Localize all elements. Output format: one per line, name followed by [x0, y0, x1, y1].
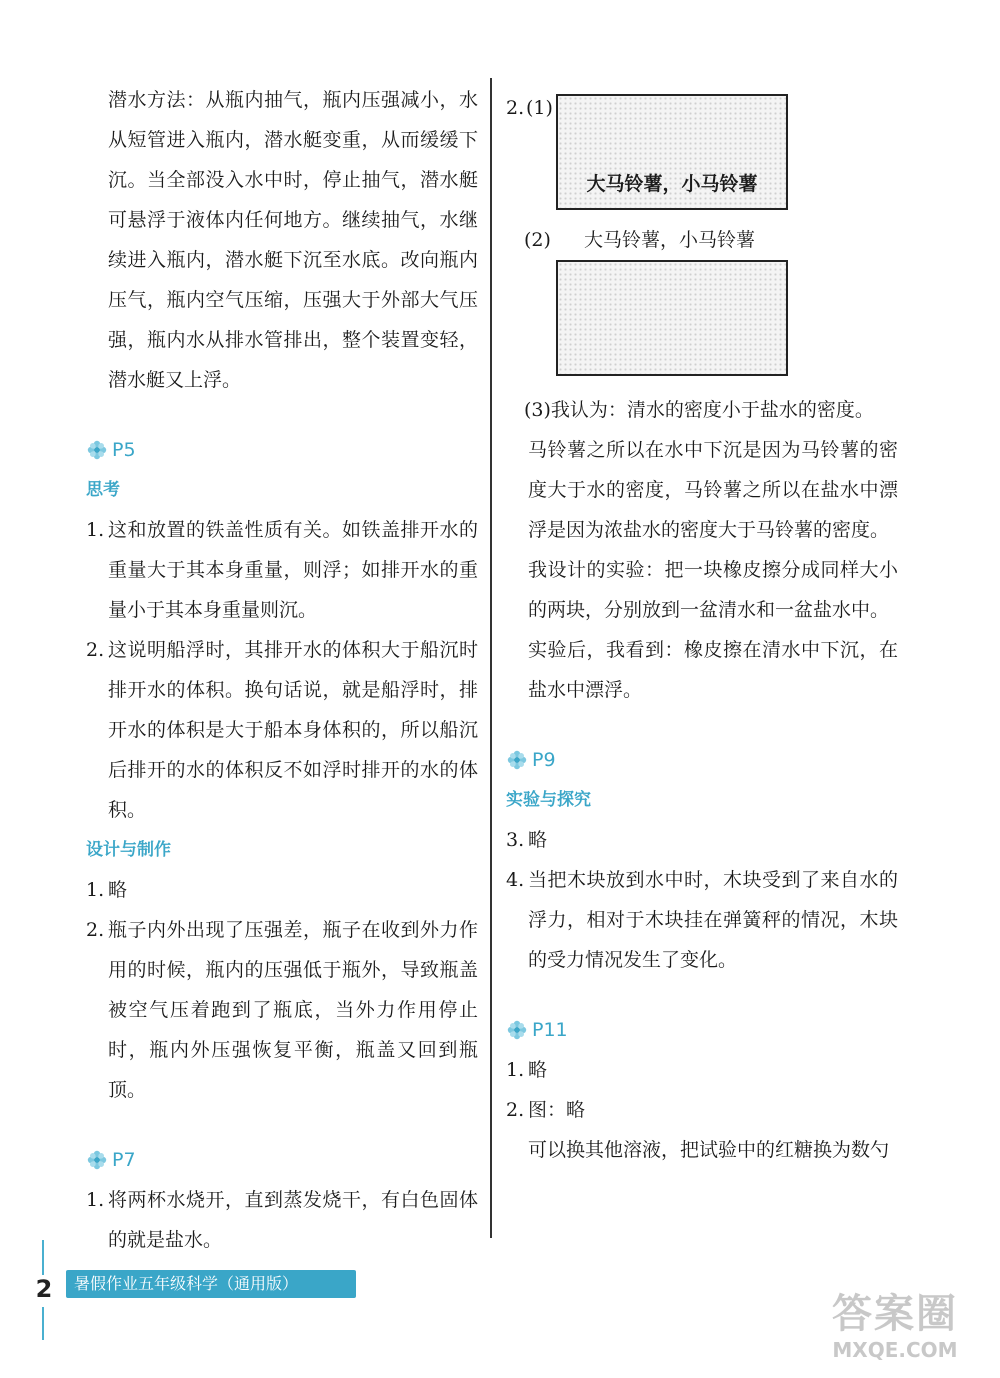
- right-column: [506, 88, 898, 1170]
- item-text: 图：略: [528, 1099, 586, 1121]
- watermark-url: MXQE.COM: [832, 1338, 958, 1362]
- sub3-body: 马铃薯之所以在水中下沉是因为马铃薯的密度大于水的密度，马铃薯之所以在盐水中漂浮是因为浓盐水的密度大于马铃薯的密度。: [528, 439, 898, 541]
- flower-icon: [506, 749, 528, 771]
- section-p9-heading: [506, 740, 898, 780]
- sub3-first: 我认为：清水的密度小于盐水的密度。: [550, 399, 874, 421]
- item-text: 这说明船浮时，其排开水的体积大于船沉时排开水的体积。换句话说，就是船浮时，排开水的体积是大于船本身体积的，所以船沉后排开的水的体积反不如浮时排开的水的体积。: [108, 639, 478, 821]
- sub2-text: 大马铃薯，小马铃薯: [584, 229, 756, 251]
- figure-box-2: [556, 260, 788, 376]
- item-text: 将两杯水烧开，直到蒸发烧干，有白色固体的就是盐水。: [108, 1189, 478, 1251]
- item-number: 1.: [506, 1059, 525, 1081]
- item-number: 2.: [506, 1099, 525, 1121]
- item-number: 1.: [86, 879, 105, 901]
- list-item: [506, 1050, 898, 1090]
- section-p9-title: P9: [532, 749, 556, 771]
- item-text: 略: [108, 879, 128, 901]
- left-column: [86, 80, 478, 1260]
- list-item: [86, 870, 478, 910]
- intro-paragraph: 潜水方法：从瓶内抽气，瓶内压强减小，水从短管进入瓶内，潜水艇变重，从而缓缓下沉。当全部没入水中时，停止抽气，潜水艇可悬浮于液体内任何地方。继续抽气，水继续进入瓶内，潜水艇下沉至水底。改向瓶内压气，瓶内空气压缩，压强大于外部大气压强，瓶内水从排水管排出，整个装置变轻，潜水艇又上浮。: [108, 89, 478, 391]
- section-p7-heading: [86, 1140, 478, 1180]
- sub1-label: (1): [526, 97, 553, 119]
- list-item: [506, 1090, 898, 1130]
- watermark: [810, 1290, 980, 1370]
- column-divider: [490, 78, 492, 1238]
- list-item: [86, 630, 478, 830]
- item-text: 略: [528, 1059, 548, 1081]
- section-p11-title: P11: [532, 1019, 568, 1041]
- design-label: 设计与制作: [86, 840, 171, 860]
- section-p7-title: P7: [112, 1149, 136, 1171]
- item-text: 瓶子内外出现了压强差，瓶子在收到外力作用的时候，瓶内的压强低于瓶外，导致瓶盖被空气压着跑到了瓶底，当外力作用停止时，瓶内外压强恢复平衡，瓶盖又回到瓶顶。: [108, 919, 478, 1101]
- sub3-row: [506, 390, 898, 430]
- list-item: [86, 910, 478, 1110]
- p11-tail: 可以换其他溶液，把试验中的红糖换为数勺: [528, 1139, 890, 1161]
- item-number: 2.: [86, 919, 105, 941]
- figure-box-1: [556, 94, 788, 210]
- sub3-label: (3): [524, 399, 551, 421]
- section-p11-heading: [506, 1010, 898, 1050]
- page-number: 2: [30, 1275, 58, 1307]
- flower-icon: [86, 1149, 108, 1171]
- watermark-logo: 答案圈: [832, 1291, 958, 1337]
- item-text: 这和放置的铁盖性质有关。如铁盖排开水的重量大于其本身重量，则浮；如排开水的重量小于其本身重量则沉。: [108, 519, 478, 621]
- item-number: 3.: [506, 829, 525, 851]
- item-text: 当把木块放到水中时，木块受到了来自水的浮力，相对于木块挂在弹簧秤的情况，木块的受力情况发生了变化。: [528, 869, 898, 971]
- list-item: [86, 510, 478, 630]
- book-title-band: 暑假作业五年级科学（通用版）: [66, 1270, 356, 1298]
- item-number: 2.: [86, 639, 105, 661]
- design-text: 我设计的实验：把一块橡皮擦分成同样大小的两块，分别放到一盆清水和一盆盐水中。: [528, 559, 898, 621]
- think-label: 思考: [86, 480, 120, 500]
- item-number: 4.: [506, 869, 525, 891]
- flower-icon: [506, 1019, 528, 1041]
- experiment-label: 实验与探究: [506, 790, 591, 810]
- question-2-row: [506, 88, 898, 210]
- item-number: 1.: [86, 1189, 105, 1211]
- item-number: 1.: [86, 519, 105, 541]
- sub2-row: [506, 220, 898, 260]
- page-footer: [28, 1240, 358, 1350]
- result-text: 实验后，我看到：橡皮擦在清水中下沉，在盐水中漂浮。: [528, 639, 898, 701]
- item-text: 略: [528, 829, 548, 851]
- list-item: [506, 860, 898, 980]
- figure-box-1-caption: 大马铃薯，小马铃薯: [586, 173, 758, 195]
- sub2-label: (2): [524, 229, 551, 251]
- flower-icon: [86, 439, 108, 461]
- list-item: [506, 820, 898, 860]
- section-p5-heading: [86, 430, 478, 470]
- question-number: 2.: [506, 97, 525, 119]
- section-p5-title: P5: [112, 439, 136, 461]
